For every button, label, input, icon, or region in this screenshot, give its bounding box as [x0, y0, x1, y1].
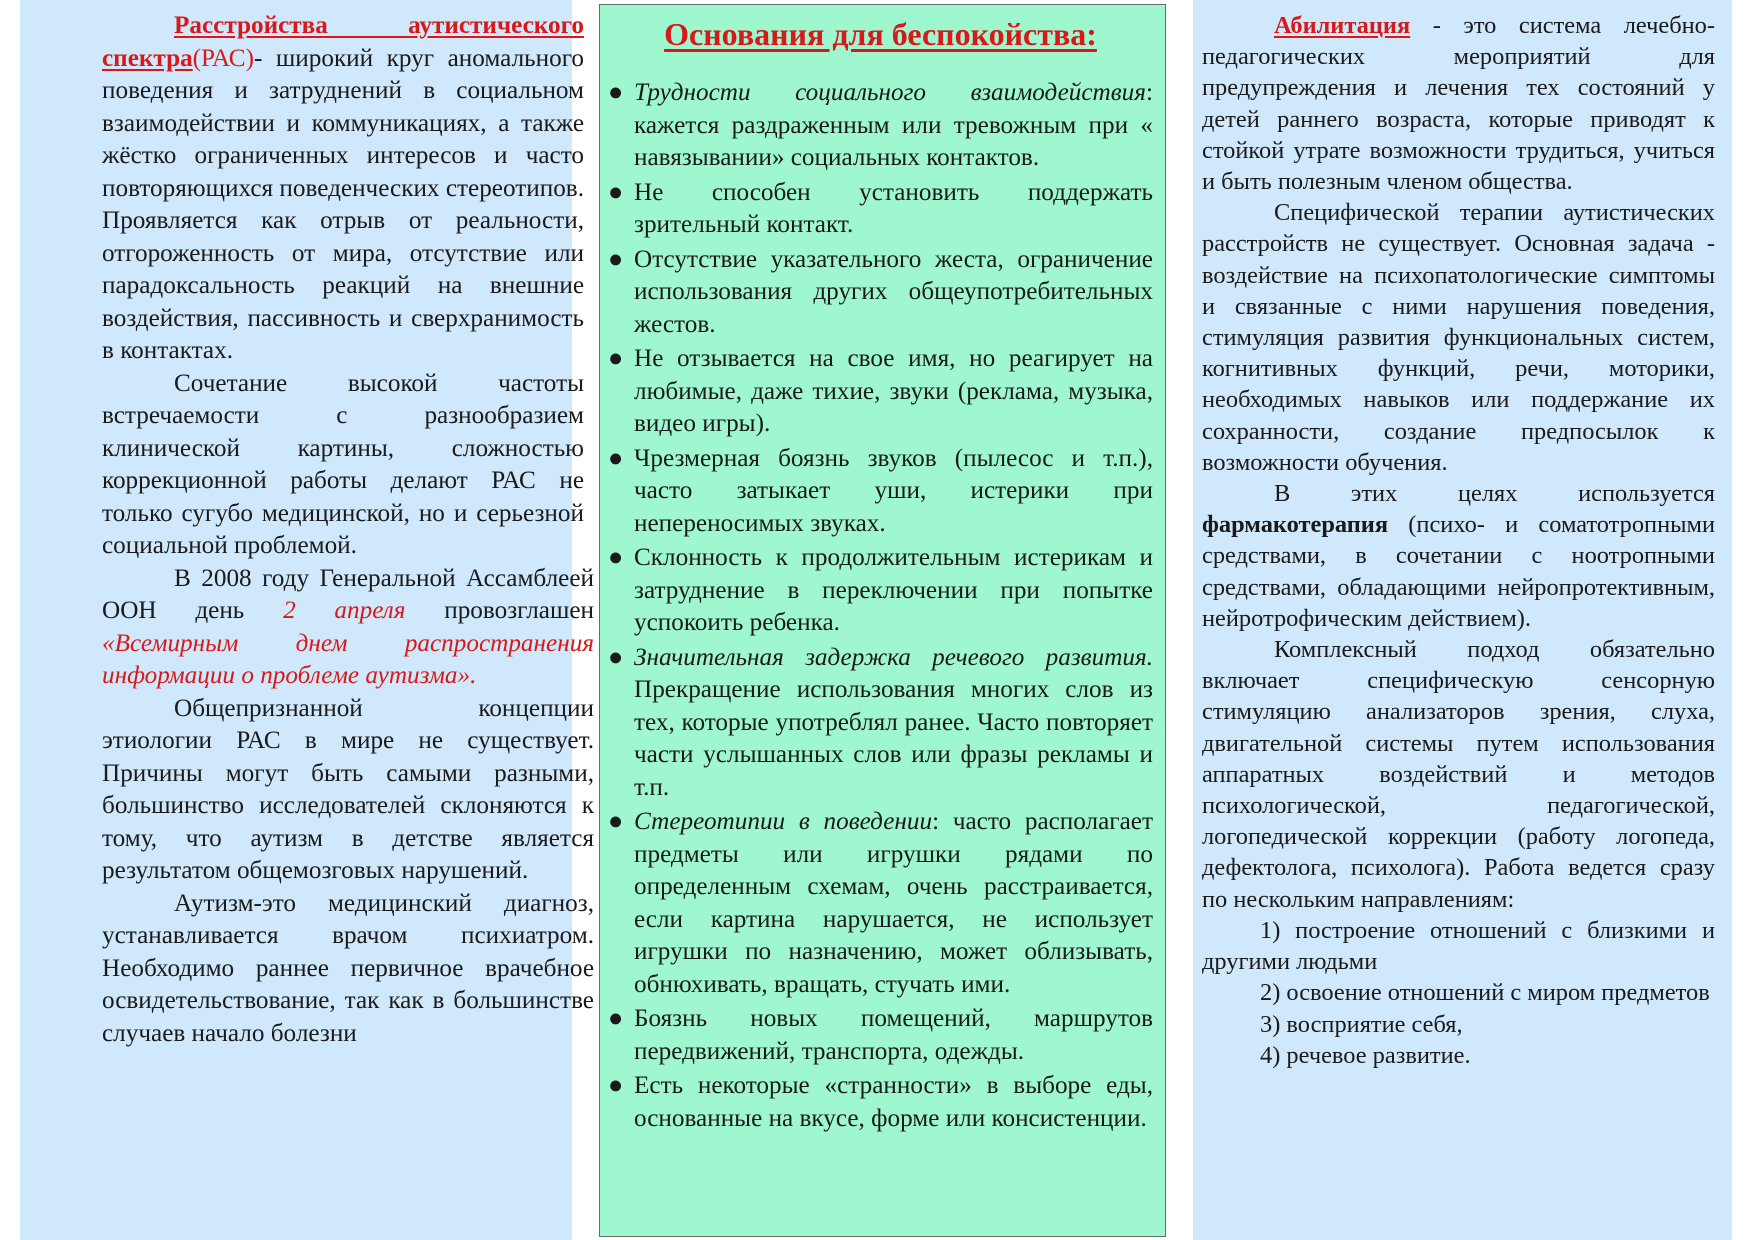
- autism-day-paragraph: [102, 563, 594, 693]
- concerns-list: [608, 77, 1153, 1135]
- habilitation-definition-text: - это система лечебно-педагогических мероприятий для предупреждения и лечения тех состояний у детей раннего возраста, которые приводят к стойкой утрате возможности трудиться, учиться и быть полезным членом общества.: [1202, 12, 1715, 196]
- pharmacotherapy-term: фармакотерапия: [1202, 511, 1389, 539]
- concern-item: [608, 642, 1153, 805]
- complex-approach-paragraph: Комплексный подход обязательно включает специфическую сенсорную стимуляцию анализаторов зрения, слуха, двигательной системы путем использования аппаратных воздействий и методов психологической, педагогической, логопедической коррекции (работу логопеда, дефектолога, психолога). Работа ведется сразу по нескольким направлениям:: [1202, 636, 1715, 913]
- concern-item: [608, 77, 1153, 175]
- concern-item: [608, 1003, 1153, 1068]
- bullet-icon: ●: [608, 1005, 624, 1032]
- autism-day-date: 2 апреля: [283, 597, 406, 624]
- asd-combination-paragraph: Сочетание высокой частоты встречаемости с разнообразием клинической картины, сложностью коррекционной работы делают РАС не только сугубо медицинской, но и серьезной социальной проблемой.: [102, 369, 584, 559]
- bullet-icon: ●: [608, 544, 624, 571]
- direction-item: 4) речевое развитие.: [1260, 1041, 1471, 1069]
- etiology-paragraph: Общепризнанной концепции этиологии РАС в мире не существует. Причины могут быть самыми разными, большинство исследователей склоняются к тому, что аутизм в детстве является результатом общемозговых нарушений.: [102, 694, 594, 884]
- asd-term: Расстройства аутистического спектра: [102, 12, 584, 72]
- bullet-icon: ●: [608, 79, 624, 106]
- bullet-icon: ●: [608, 245, 624, 273]
- concern-text: : часто располагает предметы или игрушки рядами по определенным схемам, очень расстраивается, если картина нарушается, не использует игрушки по назначению, может облизывать, обнюхивать, вращать, стучать ими.: [634, 808, 1153, 998]
- pharmacotherapy-text-a: В этих целях используется: [1274, 480, 1715, 508]
- asd-abbreviation: (РАС): [192, 44, 254, 72]
- habilitation-definition-paragraph: [1202, 10, 1715, 197]
- concern-text: Чрезмерная боязнь звуков (пылесос и т.п.), часто затыкает уши, истерики при непереносимых звуках.: [634, 444, 1153, 537]
- concerns-column: [599, 4, 1166, 1237]
- concern-lead: Трудности социального взаимодействия: [634, 79, 1146, 106]
- concern-item: [608, 443, 1153, 541]
- autism-day-name: «Всемирным днем распространения информации о проблеме аутизма».: [102, 629, 594, 689]
- habilitation-column: [1193, 0, 1732, 1240]
- bullet-icon: ●: [608, 1072, 624, 1099]
- concern-text: : кажется раздраженным или тревожным при « навязывании» социальных контактов.: [634, 79, 1153, 171]
- concern-lead: Стереотипии в поведении: [634, 808, 933, 835]
- bullet-icon: ●: [608, 643, 624, 671]
- concern-text: Склонность к продолжительным истерикам и затруднение в переключении при попытке успокоить ребенка.: [634, 544, 1153, 636]
- concern-text: Есть некоторые «странности» в выборе еды, основанные на вкусе, форме или консистенции.: [634, 1072, 1153, 1132]
- autism-day-text-b: провозглашен: [444, 597, 595, 624]
- left-column: [20, 0, 595, 1240]
- concerns-title: Основания для беспокойства:: [664, 16, 1097, 52]
- concern-item: [608, 1070, 1153, 1135]
- concern-text: Не отзывается на свое имя, но реагирует на любимые, даже тихие, звуки (реклама, музыка, видео игры).: [634, 345, 1153, 437]
- bullet-icon: ●: [608, 444, 624, 472]
- bullet-icon: ●: [608, 345, 624, 372]
- concern-item: [608, 343, 1153, 441]
- concern-item: [608, 542, 1153, 640]
- therapy-paragraph: Специфической терапии аутистических расстройств не существует. Основная задача - воздействие на психопатологические симптомы и связанные с ними нарушения поведения, стимуляция развития функциональных систем, когнитивных функций, речи, моторики, необходимых навыков или поддержание их сохранности, создание предпосылок к возможности обучения.: [1202, 199, 1715, 476]
- direction-item: 2) освоение отношений с миром предметов: [1260, 979, 1710, 1007]
- concern-text: Боязнь новых помещений, маршрутов передвижений, транспорта, одежды.: [634, 1005, 1153, 1065]
- asd-definition-text: - широкий круг аномального поведения и затруднений в социальном взаимодействии и коммуникациях, а также жёстко ограниченных интересов и часто повторяющихся поведенческих стереотипов. Проявляется как отрыв от реальности, отгороженность от мира, отсутствие или парадоксальность реакций на внешние воздействия, пассивность и сверхранимость в контактах.: [102, 44, 584, 364]
- bullet-icon: ●: [608, 808, 624, 835]
- concern-item: [608, 806, 1153, 1001]
- concern-text: Отсутствие указательного жеста, ограничение использования других общеупотребительных жестов.: [634, 245, 1153, 338]
- concern-text: Не способен установить поддержать зрительный контакт.: [634, 178, 1153, 238]
- concern-lead: Значительная задержка речевого развития.: [634, 643, 1153, 671]
- pharmacotherapy-paragraph: [1202, 478, 1715, 634]
- pharmacotherapy-text-b: (психо- и соматотропными средствами, в сочетании с ноотропными средствами, обладающими нейропротективным, нейротрофическим действием).: [1202, 511, 1715, 632]
- asd-definition-paragraph: [102, 10, 584, 368]
- diagnosis-paragraph: Аутизм-это медицинский диагноз, устанавливается врачом психиатром. Необходимо раннее первичное врачебное освидетельствование, так как в большинстве случаев начало болезни: [102, 889, 594, 1047]
- concern-item: [608, 177, 1153, 242]
- direction-item: 3) восприятие себя,: [1260, 1010, 1463, 1038]
- direction-item: 1) построение отношений с близкими и другими людьми: [1202, 916, 1715, 976]
- autism-day-text-a: В 2008 году Генеральной Ассамблеей ООН день: [102, 564, 594, 624]
- concern-item: [608, 244, 1153, 342]
- concern-text: Прекращение использования многих слов из тех, которые употреблял ранее. Часто повторяет части услышанных слов или фразы рекламы и т.п.: [634, 676, 1153, 801]
- bullet-icon: ●: [608, 178, 624, 206]
- habilitation-term: Абилитация: [1274, 12, 1411, 39]
